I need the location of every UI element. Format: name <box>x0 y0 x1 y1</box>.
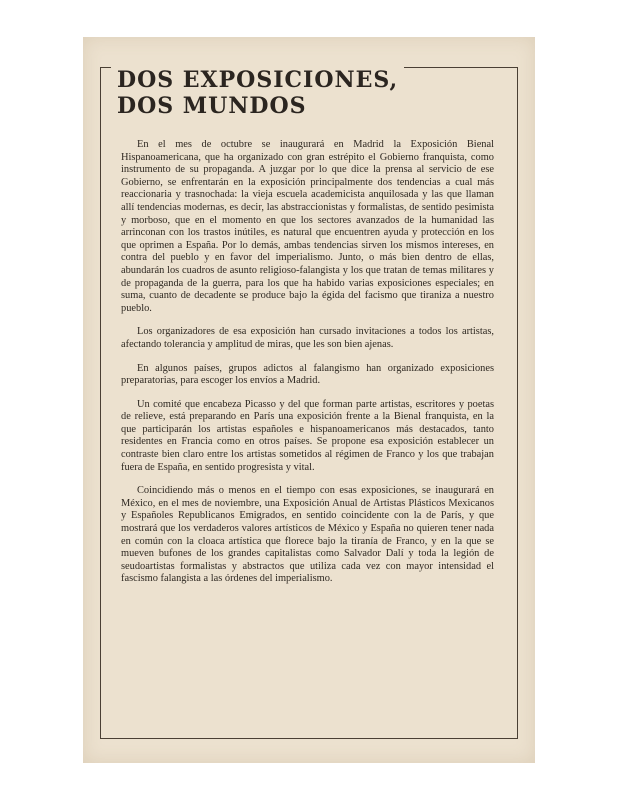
paragraph-4: Un comité que encabeza Picasso y del que forman parte artistas, escritores y poetas de relieve, está preparando en París una exposición frente a la Bienal franquista, en la que participarán los artistas españoles e hispanoamericanos más destacados, tanto residentes en Francia como en otros países. Se propone esa exposición establecer un contraste bien claro entre los artistas sometidos al régimen de Franco y los que trabajan fuera de España, en sentido progresista y vital. <box>121 398 494 473</box>
article-title-line-1: DOS EXPOSICIONES, <box>117 67 399 93</box>
paragraph-3: En algunos países, grupos adictos al falangismo han organizado exposiciones preparatorias, para escoger los envíos a Madrid. <box>121 362 494 387</box>
article-title-line-2: DOS MUNDOS <box>117 93 307 119</box>
paragraph-2: Los organizadores de esa exposición han cursado invitaciones a todos los artistas, afectando tolerancia y amplitud de miras, que les son bien ajenas. <box>121 326 494 350</box>
article-title <box>111 67 404 119</box>
article-body <box>121 139 494 597</box>
paragraph-5: Coincidiendo más o menos en el tiempo con esas exposiciones, se inaugurará en México, en el mes de noviembre, una Exposición Anual de Artistas Plásticos Mexicanos y Españoles Republicanos Emigrados, en sentido coincidente con la de París, y que mostrará que los verdaderos valores artísticos de México y España no quieren tener nada en común con la cloaca artística que florece bajo la tiranía de Franco, y en la que se mueven bufones de los grandes capitalistas como Salvador Dalí y toda la legión de seudoartistas formalistas y abstractos que utiliza cada vez con mayor intensidad el fascismo falangista a las órdenes del imperialismo. <box>121 485 494 585</box>
paragraph-1: En el mes de octubre se inaugurará en Madrid la Exposición Bienal Hispanoamericana, que ha organizado con gran estrépito el Gobierno franquista, como instrumento de su propaganda. A juzgar por lo que dice la prensa al servicio de ese Gobierno, se enfrentarán en la exposición principalmente dos tendencias a cual más reaccionaria y trasnochada: la vieja escuela academicista anquilosada y las que llaman allí tendencias modernas, es decir, las abstraccionistas y formalistas, de sentido pesimista y morboso, que en el momento en que los sectores avanzados de la humanidad las arrinconan con los trastos inútiles, es natural que encuentren ayuda y protección en los que oprimen a España. Por lo demás, ambas tendencias sirven los mismos intereses, en contra del pueblo y en favor del imperialismo. Junto, o más bien dentro de ellas, abundarán los cuadros de asunto religioso-falangista y los que tratan de temas militares y de propaganda de la guerra, para los que ha habido varias exposiciones especiales; en suma, cuanto de decadente se produce bajo la égida del facismo que tiraniza a nuestro pueblo. <box>121 139 494 314</box>
magazine-page <box>83 37 535 763</box>
